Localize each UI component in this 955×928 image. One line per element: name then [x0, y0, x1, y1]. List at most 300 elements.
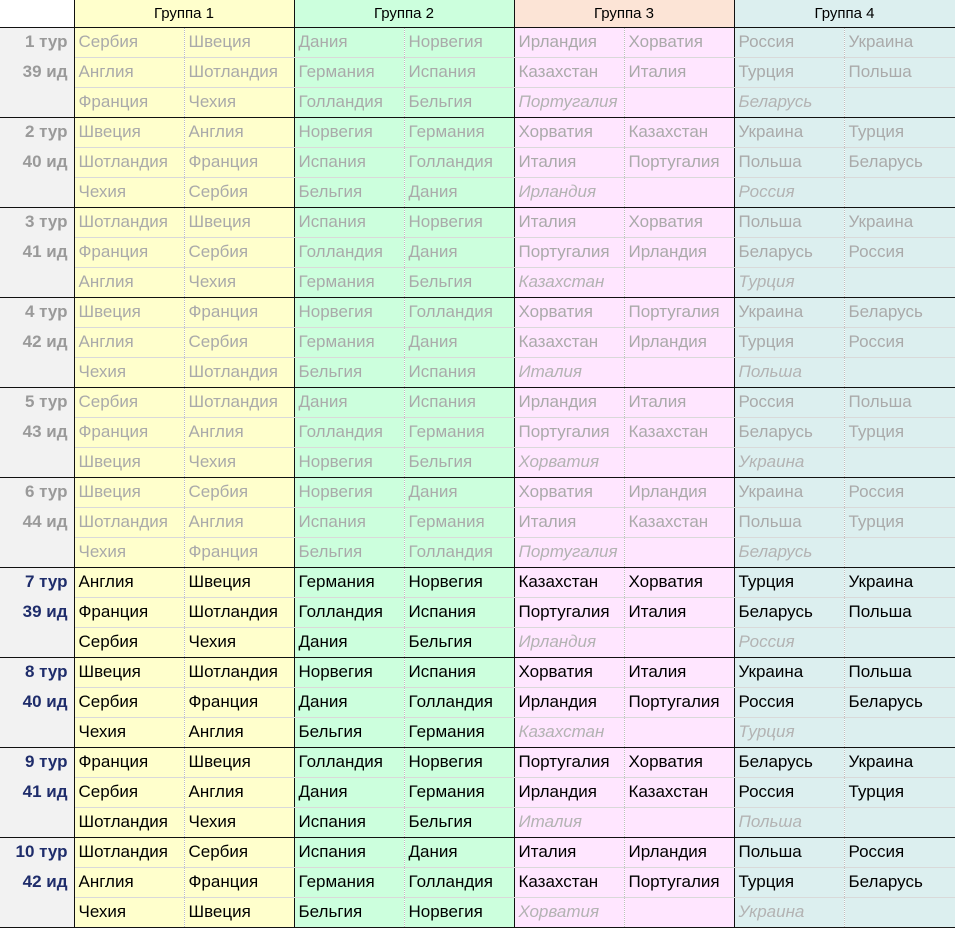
row-label-empty — [0, 447, 74, 477]
row-label-empty — [0, 897, 74, 927]
group-3-home: Португалия — [514, 747, 624, 777]
group-4-away: Беларусь — [844, 297, 955, 327]
group-4-bye: Польша — [734, 807, 844, 837]
group-2-away: Норвегия — [404, 897, 514, 927]
group-3-bye: Ирландия — [514, 627, 624, 657]
group-4-away: Россия — [844, 477, 955, 507]
group-1-home: Шотландия — [74, 207, 184, 237]
group-4-empty — [844, 807, 955, 837]
group-2-away: Испания — [404, 657, 514, 687]
table-row — [0, 537, 955, 567]
group-2-away: Бельгия — [404, 807, 514, 837]
group-1-header: Группа 1 — [74, 0, 294, 27]
group-1-home: Швеция — [74, 447, 184, 477]
group-1-away: Англия — [184, 117, 294, 147]
row-label-empty — [0, 357, 74, 387]
group-2-away: Германия — [404, 777, 514, 807]
group-2-home: Дания — [294, 27, 404, 57]
table-row — [0, 507, 955, 537]
group-3-home: Италия — [514, 837, 624, 867]
group-2-away: Норвегия — [404, 207, 514, 237]
group-2-home: Бельгия — [294, 717, 404, 747]
group-2-away: Голландия — [404, 687, 514, 717]
tour-label: 10 тур — [0, 837, 74, 867]
group-3-home: Казахстан — [514, 567, 624, 597]
group-2-away: Испания — [404, 57, 514, 87]
group-2-home: Голландия — [294, 87, 404, 117]
group-3-home: Казахстан — [514, 867, 624, 897]
group-3-home: Ирландия — [514, 687, 624, 717]
group-2-home: Норвегия — [294, 477, 404, 507]
table-row — [0, 807, 955, 837]
group-3-away: Португалия — [624, 147, 734, 177]
group-1-home: Англия — [74, 327, 184, 357]
group-2-away: Германия — [404, 507, 514, 537]
table-row — [0, 297, 955, 327]
group-3-home: Португалия — [514, 597, 624, 627]
matchday-label: 41 ид — [0, 777, 74, 807]
group-1-away: Швеция — [184, 897, 294, 927]
group-3-away: Хорватия — [624, 567, 734, 597]
tour-label: 1 тур — [0, 27, 74, 57]
tour-label: 3 тур — [0, 207, 74, 237]
group-4-bye: Турция — [734, 717, 844, 747]
group-4-empty — [844, 87, 955, 117]
group-3-home: Казахстан — [514, 327, 624, 357]
group-3-away: Ирландия — [624, 327, 734, 357]
group-2-home: Бельгия — [294, 537, 404, 567]
group-1-home: Англия — [74, 867, 184, 897]
group-3-away: Португалия — [624, 297, 734, 327]
table-row — [0, 237, 955, 267]
group-1-away: Шотландия — [184, 387, 294, 417]
group-1-home: Чехия — [74, 717, 184, 747]
group-2-away: Голландия — [404, 297, 514, 327]
matchday-label: 42 ид — [0, 327, 74, 357]
group-3-home: Хорватия — [514, 657, 624, 687]
group-1-home: Чехия — [74, 537, 184, 567]
group-1-away: Чехия — [184, 267, 294, 297]
group-1-home: Чехия — [74, 897, 184, 927]
group-4-away: Украина — [844, 567, 955, 597]
group-4-empty — [844, 717, 955, 747]
round-block — [0, 27, 955, 117]
group-3-empty — [624, 267, 734, 297]
table-row — [0, 447, 955, 477]
group-1-home: Шотландия — [74, 147, 184, 177]
tour-label: 7 тур — [0, 567, 74, 597]
matchday-label: 42 ид — [0, 867, 74, 897]
round-block — [0, 657, 955, 747]
group-1-home: Сербия — [74, 687, 184, 717]
table-row — [0, 357, 955, 387]
group-4-header: Группа 4 — [734, 0, 955, 27]
tour-label: 8 тур — [0, 657, 74, 687]
group-3-bye: Италия — [514, 807, 624, 837]
group-1-home: Англия — [74, 567, 184, 597]
round-block — [0, 207, 955, 297]
group-2-away: Голландия — [404, 147, 514, 177]
group-4-away: Россия — [844, 237, 955, 267]
group-3-home: Италия — [514, 507, 624, 537]
group-2-away: Бельгия — [404, 447, 514, 477]
group-2-away: Дания — [404, 177, 514, 207]
group-2-home: Голландия — [294, 597, 404, 627]
row-label-empty — [0, 267, 74, 297]
group-1-away: Сербия — [184, 837, 294, 867]
group-4-bye: Беларусь — [734, 87, 844, 117]
group-3-away: Ирландия — [624, 477, 734, 507]
group-1-home: Сербия — [74, 627, 184, 657]
group-3-empty — [624, 357, 734, 387]
group-2-away: Норвегия — [404, 567, 514, 597]
group-1-home: Англия — [74, 267, 184, 297]
group-4-home: Польша — [734, 147, 844, 177]
group-2-home: Германия — [294, 867, 404, 897]
round-block — [0, 747, 955, 837]
group-3-away: Ирландия — [624, 237, 734, 267]
round-block — [0, 387, 955, 477]
group-2-away: Голландия — [404, 537, 514, 567]
group-3-away: Хорватия — [624, 27, 734, 57]
group-4-away: Польша — [844, 657, 955, 687]
group-1-away: Шотландия — [184, 357, 294, 387]
header-row — [0, 0, 955, 27]
group-2-home: Германия — [294, 57, 404, 87]
group-2-home: Дания — [294, 687, 404, 717]
group-2-home: Голландия — [294, 747, 404, 777]
matchday-label: 41 ид — [0, 237, 74, 267]
group-4-away: Украина — [844, 207, 955, 237]
table-row — [0, 897, 955, 927]
group-4-home: Украина — [734, 657, 844, 687]
group-2-home: Испания — [294, 807, 404, 837]
group-4-home: Беларусь — [734, 597, 844, 627]
group-1-away: Франция — [184, 147, 294, 177]
table-row — [0, 567, 955, 597]
group-1-home: Чехия — [74, 357, 184, 387]
table-row — [0, 747, 955, 777]
matchday-label: 40 ид — [0, 147, 74, 177]
group-3-bye: Хорватия — [514, 447, 624, 477]
tour-label: 4 тур — [0, 297, 74, 327]
table-row — [0, 387, 955, 417]
group-4-bye: Украина — [734, 447, 844, 477]
group-3-bye: Хорватия — [514, 897, 624, 927]
table-row — [0, 267, 955, 297]
group-4-bye: Украина — [734, 897, 844, 927]
group-3-empty — [624, 627, 734, 657]
group-2-home: Бельгия — [294, 897, 404, 927]
group-1-away: Сербия — [184, 177, 294, 207]
group-3-home: Ирландия — [514, 777, 624, 807]
row-label-empty — [0, 537, 74, 567]
group-2-away: Дания — [404, 837, 514, 867]
group-1-home: Шотландия — [74, 837, 184, 867]
group-2-away: Бельгия — [404, 267, 514, 297]
table-row — [0, 777, 955, 807]
group-2-away: Дания — [404, 327, 514, 357]
group-4-away: Турция — [844, 417, 955, 447]
group-4-away: Беларусь — [844, 687, 955, 717]
round-block — [0, 837, 955, 927]
group-1-away: Англия — [184, 777, 294, 807]
group-2-home: Дания — [294, 627, 404, 657]
group-1-home: Франция — [74, 747, 184, 777]
group-1-away: Чехия — [184, 627, 294, 657]
group-4-home: Россия — [734, 687, 844, 717]
table-row — [0, 657, 955, 687]
group-2-away: Бельгия — [404, 87, 514, 117]
group-3-away: Италия — [624, 57, 734, 87]
group-3-bye: Казахстан — [514, 717, 624, 747]
group-1-home: Шотландия — [74, 807, 184, 837]
group-4-empty — [844, 267, 955, 297]
group-1-away: Франция — [184, 687, 294, 717]
group-3-empty — [624, 447, 734, 477]
group-3-home: Ирландия — [514, 27, 624, 57]
group-1-home: Франция — [74, 417, 184, 447]
table-row — [0, 177, 955, 207]
corner-cell — [0, 0, 74, 27]
group-4-away: Турция — [844, 507, 955, 537]
group-2-away: Германия — [404, 117, 514, 147]
group-4-bye: Польша — [734, 357, 844, 387]
group-3-away: Казахстан — [624, 777, 734, 807]
group-3-away: Хорватия — [624, 747, 734, 777]
tour-label: 6 тур — [0, 477, 74, 507]
group-3-home: Португалия — [514, 417, 624, 447]
group-1-away: Чехия — [184, 447, 294, 477]
group-3-home: Хорватия — [514, 117, 624, 147]
row-label-empty — [0, 87, 74, 117]
group-1-home: Швеция — [74, 117, 184, 147]
group-1-away: Шотландия — [184, 657, 294, 687]
group-3-home: Хорватия — [514, 297, 624, 327]
group-2-away: Дания — [404, 237, 514, 267]
group-3-empty — [624, 87, 734, 117]
group-1-away: Англия — [184, 417, 294, 447]
group-1-home: Швеция — [74, 297, 184, 327]
group-3-bye: Ирландия — [514, 177, 624, 207]
group-1-away: Шотландия — [184, 597, 294, 627]
group-4-bye: Россия — [734, 177, 844, 207]
group-2-header: Группа 2 — [294, 0, 514, 27]
group-1-home: Сербия — [74, 387, 184, 417]
table-row — [0, 717, 955, 747]
group-2-home: Испания — [294, 507, 404, 537]
group-4-away: Россия — [844, 837, 955, 867]
row-label-empty — [0, 717, 74, 747]
group-2-home: Германия — [294, 327, 404, 357]
group-1-away: Швеция — [184, 207, 294, 237]
group-1-away: Чехия — [184, 807, 294, 837]
group-4-away: Польша — [844, 387, 955, 417]
group-4-home: Беларусь — [734, 417, 844, 447]
group-1-away: Франция — [184, 867, 294, 897]
tour-label: 2 тур — [0, 117, 74, 147]
group-1-away: Франция — [184, 537, 294, 567]
group-1-home: Чехия — [74, 177, 184, 207]
group-4-empty — [844, 357, 955, 387]
group-3-empty — [624, 537, 734, 567]
group-4-home: Россия — [734, 777, 844, 807]
group-2-home: Дания — [294, 387, 404, 417]
group-2-home: Норвегия — [294, 117, 404, 147]
table-row — [0, 117, 955, 147]
group-4-away: Украина — [844, 27, 955, 57]
group-1-away: Швеция — [184, 27, 294, 57]
table-row — [0, 477, 955, 507]
group-3-bye: Италия — [514, 357, 624, 387]
group-1-home: Швеция — [74, 657, 184, 687]
group-3-away: Казахстан — [624, 117, 734, 147]
group-2-away: Норвегия — [404, 27, 514, 57]
group-2-away: Германия — [404, 717, 514, 747]
group-3-away: Хорватия — [624, 207, 734, 237]
group-1-home: Англия — [74, 57, 184, 87]
table-row — [0, 27, 955, 57]
group-4-away: Польша — [844, 57, 955, 87]
group-2-home: Дания — [294, 777, 404, 807]
group-2-away: Бельгия — [404, 627, 514, 657]
group-1-away: Швеция — [184, 567, 294, 597]
group-2-home: Испания — [294, 207, 404, 237]
group-1-away: Сербия — [184, 237, 294, 267]
group-1-away: Швеция — [184, 747, 294, 777]
group-3-empty — [624, 177, 734, 207]
group-2-home: Норвегия — [294, 657, 404, 687]
group-4-home: Турция — [734, 57, 844, 87]
group-2-home: Голландия — [294, 237, 404, 267]
group-4-home: Турция — [734, 567, 844, 597]
matchday-label: 43 ид — [0, 417, 74, 447]
round-block — [0, 297, 955, 387]
group-2-home: Испания — [294, 147, 404, 177]
group-2-home: Бельгия — [294, 177, 404, 207]
group-2-home: Норвегия — [294, 447, 404, 477]
group-2-away: Норвегия — [404, 747, 514, 777]
row-label-empty — [0, 807, 74, 837]
table-row — [0, 417, 955, 447]
group-4-home: Беларусь — [734, 237, 844, 267]
group-1-away: Сербия — [184, 477, 294, 507]
round-block — [0, 477, 955, 567]
group-4-home: Турция — [734, 867, 844, 897]
group-4-home: Украина — [734, 477, 844, 507]
group-4-home: Украина — [734, 297, 844, 327]
group-1-home: Швеция — [74, 477, 184, 507]
table-row — [0, 867, 955, 897]
group-4-away: Украина — [844, 747, 955, 777]
group-1-home: Сербия — [74, 777, 184, 807]
group-3-home: Хорватия — [514, 477, 624, 507]
group-4-home: Польша — [734, 207, 844, 237]
group-3-away: Португалия — [624, 867, 734, 897]
group-4-home: Польша — [734, 507, 844, 537]
group-1-away: Чехия — [184, 87, 294, 117]
tour-label: 5 тур — [0, 387, 74, 417]
table-row — [0, 597, 955, 627]
group-2-home: Испания — [294, 837, 404, 867]
group-1-away: Шотландия — [184, 57, 294, 87]
group-4-bye: Беларусь — [734, 537, 844, 567]
table-row — [0, 327, 955, 357]
group-3-home: Португалия — [514, 237, 624, 267]
group-2-away: Голландия — [404, 867, 514, 897]
group-3-away: Италия — [624, 387, 734, 417]
group-4-home: Польша — [734, 837, 844, 867]
row-label-empty — [0, 177, 74, 207]
group-1-home: Франция — [74, 237, 184, 267]
group-4-empty — [844, 897, 955, 927]
group-4-bye: Турция — [734, 267, 844, 297]
group-2-home: Германия — [294, 567, 404, 597]
matchday-label: 44 ид — [0, 507, 74, 537]
table-row — [0, 57, 955, 87]
round-block — [0, 117, 955, 207]
group-3-away: Италия — [624, 657, 734, 687]
group-2-away: Дания — [404, 477, 514, 507]
group-3-home: Италия — [514, 147, 624, 177]
round-block — [0, 567, 955, 657]
group-3-home: Италия — [514, 207, 624, 237]
group-4-home: Украина — [734, 117, 844, 147]
matchday-label: 39 ид — [0, 597, 74, 627]
group-1-home: Сербия — [74, 27, 184, 57]
group-4-empty — [844, 177, 955, 207]
tour-label: 9 тур — [0, 747, 74, 777]
matchday-label: 39 ид — [0, 57, 74, 87]
table-row — [0, 87, 955, 117]
group-1-home: Франция — [74, 87, 184, 117]
group-3-bye: Португалия — [514, 537, 624, 567]
group-4-away: Беларусь — [844, 147, 955, 177]
group-1-away: Сербия — [184, 327, 294, 357]
group-2-away: Испания — [404, 597, 514, 627]
table-row — [0, 207, 955, 237]
group-2-home: Голландия — [294, 417, 404, 447]
group-3-away: Казахстан — [624, 417, 734, 447]
group-3-empty — [624, 717, 734, 747]
row-label-empty — [0, 627, 74, 657]
group-3-home: Казахстан — [514, 57, 624, 87]
table-row — [0, 687, 955, 717]
group-2-away: Германия — [404, 417, 514, 447]
group-2-away: Испания — [404, 387, 514, 417]
table-row — [0, 147, 955, 177]
group-3-header: Группа 3 — [514, 0, 734, 27]
group-4-away: Турция — [844, 117, 955, 147]
group-3-empty — [624, 897, 734, 927]
matchday-label: 40 ид — [0, 687, 74, 717]
group-4-away: Польша — [844, 597, 955, 627]
group-3-away: Италия — [624, 597, 734, 627]
group-2-home: Норвегия — [294, 297, 404, 327]
group-2-away: Испания — [404, 357, 514, 387]
group-3-home: Ирландия — [514, 387, 624, 417]
group-4-empty — [844, 627, 955, 657]
group-3-away: Португалия — [624, 687, 734, 717]
group-3-empty — [624, 807, 734, 837]
table-row — [0, 627, 955, 657]
group-2-home: Бельгия — [294, 357, 404, 387]
group-4-home: Россия — [734, 387, 844, 417]
table-row — [0, 837, 955, 867]
group-2-home: Германия — [294, 267, 404, 297]
group-1-away: Англия — [184, 507, 294, 537]
group-4-home: Россия — [734, 27, 844, 57]
